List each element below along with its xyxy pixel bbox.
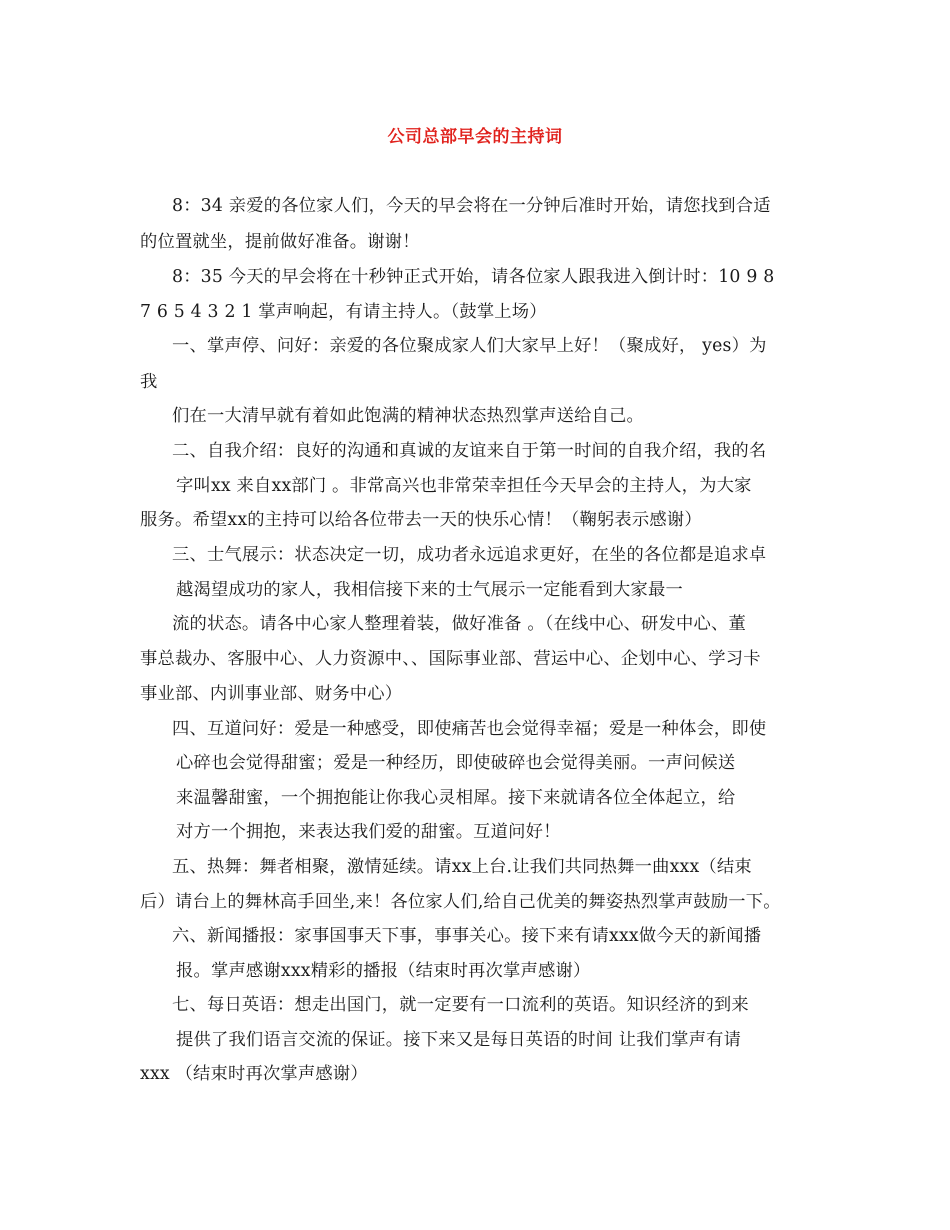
body-line: 提供了我们语言交流的保证。接下来又是每日英语的时间 让我们掌声有请 [176,1030,742,1050]
body-line: 事总裁办、客服中心、人力资源中、、国际事业部、营运中心、企划中心、学习卡 [140,649,761,669]
body-line: 字叫xx 来自xx部门 。非常高兴也非常荣幸担任今天早会的主持人，为大家 [176,476,752,496]
body-line: 我 [140,372,158,392]
body-line: 对方一个拥抱，来表达我们爱的甜蜜。互道问好！ [176,822,561,842]
document-title: 公司总部早会的主持词 [387,127,563,147]
body-line: 后）请台上的舞林高手回坐,来！各位家人们,给自己优美的舞姿热烈掌声鼓励一下。 [140,892,781,912]
body-line: 来温馨甜蜜，一个拥抱能让你我心灵相犀。接下来就请各位全体起立，给 [176,788,736,808]
body-line: 流的状态。请各中心家人整理着装，做好准备 。（在线中心、研发中心、董 [172,614,746,634]
body-line: 越渴望成功的家人，我相信接下来的士气展示一定能看到大家最一 [176,580,683,600]
body-line: 三、士气展示：状态决定一切，成功者永远追求更好，在坐的各位都是追求卓 [172,545,767,565]
body-line: 8：34 亲爱的各位家人们，今天的早会将在一分钟后准时开始，请您找到合适 [172,196,771,216]
body-line: 服务。希望xx的主持可以给各位带去一天的快乐心情！（鞠躬表示感谢） [140,510,702,530]
body-line: 四、互道问好：爱是一种感受，即使痛苦也会觉得幸福；爱是一种体会，即使 [172,719,767,739]
body-line: 一、掌声停、问好：亲爱的各位聚成家人们大家早上好！（聚成好， yes）为 [172,336,767,356]
body-line: 报。掌声感谢xxx精彩的播报（结束时再次掌声感谢） [176,961,591,981]
body-line: 七、每日英语：想走出国门，就一定要有一口流利的英语。知识经济的到来 [172,995,749,1015]
body-line: xxx （结束时再次掌声感谢） [140,1064,368,1084]
body-line: 心碎也会觉得甜蜜；爱是一种经历，即使破碎也会觉得美丽。一声问候送 [176,753,736,773]
body-line: 7 6 5 4 3 2 1 掌声响起，有请主持人。（鼓掌上场） [140,302,547,322]
body-line: 事业部、内训事业部、财务中心） [140,684,403,704]
body-line: 二、自我介绍：良好的沟通和真诚的友谊来自于第一时间的自我介绍，我的名 [172,441,767,461]
body-line: 8：35 今天的早会将在十秒钟正式开始，请各位家人跟我进入倒计时：10 9 8 [172,267,775,287]
body-line: 们在一大清早就有着如此饱满的精神状态热烈掌声送给自己。 [172,406,644,426]
body-line: 六、新闻播报：家事国事天下事，事事关心。接下来有请xxx做今天的新闻播 [172,926,762,946]
body-line: 五、热舞：舞者相聚，激情延续。请xx上台.让我们共同热舞一曲xxx（结束 [172,857,752,877]
body-line: 的位置就坐，提前做好准备。谢谢！ [140,232,420,252]
